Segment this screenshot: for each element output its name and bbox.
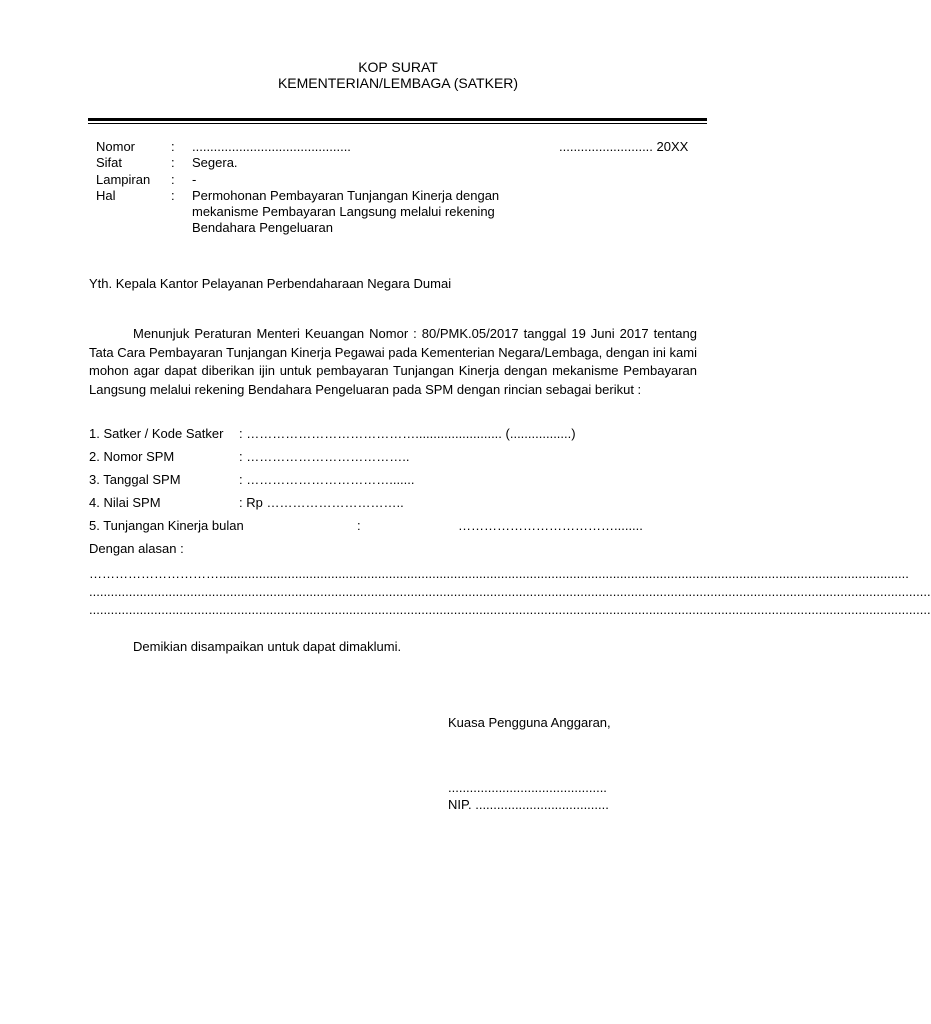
- body-paragraph: [89, 325, 697, 399]
- nomor-value: ............................................: [192, 139, 351, 154]
- hal-line-3: Bendahara Pengeluaran: [192, 220, 333, 235]
- body-paragraph-text: Menunjuk Peraturan Menteri Keuangan Nomor : 80/PMK.05/2017 tanggal 19 Juni 2017 tentang Tata Cara Pembayaran Tunjangan Kinerja Pegawai pada Kementerian Negara/Lembaga, dengan ini kami mohon agar dapat diberikan ijin untuk pembayaran Tunjangan Kinerja dengan mekanisme Pembayaran Langsung melalui rekening Bendahara Pengeluaran pada SPM dengan rincian sebagai berikut :: [89, 326, 697, 397]
- lampiran-value: -: [192, 172, 197, 187]
- lampiran-colon: :: [171, 172, 175, 187]
- item-4-label: 4. Nilai SPM: [89, 495, 161, 510]
- nomor-colon: :: [171, 139, 175, 154]
- hal-colon: :: [171, 188, 175, 203]
- item-2-label: 2. Nomor SPM: [89, 449, 175, 464]
- hal-line-2: mekanisme Pembayaran Langsung melalui rekening: [192, 204, 495, 219]
- sifat-colon: :: [171, 155, 175, 170]
- item-4-value: : Rp …………………………..: [239, 495, 404, 510]
- item-1-label: 1. Satker / Kode Satker: [89, 426, 224, 441]
- item-3-label: 3. Tanggal SPM: [89, 472, 181, 487]
- hal-label: Hal: [96, 188, 116, 203]
- sifat-label: Sifat: [96, 155, 123, 170]
- item-5-value: ………………………………........: [458, 518, 643, 533]
- letterhead-rule-thick: [88, 118, 707, 121]
- item-1-value: : …………………………………........................ (.................): [239, 426, 576, 441]
- item-5-colon: :: [357, 518, 361, 533]
- hal-line-1: Permohonan Pembayaran Tunjangan Kinerja dengan: [192, 188, 500, 203]
- reason-line-2: .........................................................................................................................................................................................................................................: [89, 584, 931, 599]
- sifat-value: Segera.: [192, 155, 238, 170]
- letterhead-line-2: KEMENTERIAN/LEMBAGA (SATKER): [277, 75, 519, 91]
- item-2-value: : ………………………………..: [239, 449, 410, 464]
- signature-name-line: ............................................: [448, 780, 607, 795]
- reason-label: Dengan alasan :: [89, 541, 184, 556]
- letter-date: .......................... 20XX: [559, 139, 689, 154]
- reason-line-1: …………………………...............................................................................................................................................................................................: [89, 566, 909, 581]
- letterhead-rule-thin: [88, 123, 707, 124]
- nomor-label: Nomor: [96, 139, 136, 154]
- item-5-label: 5. Tunjangan Kinerja bulan: [89, 518, 244, 533]
- signature-nip: NIP. .....................................: [448, 797, 609, 812]
- letterhead-line-1: KOP SURAT: [358, 59, 438, 75]
- reason-line-3: .........................................................................................................................................................................................................................................: [89, 602, 931, 617]
- lampiran-label: Lampiran: [96, 172, 151, 187]
- signature-title: Kuasa Pengguna Anggaran,: [448, 715, 611, 730]
- addressee: Yth. Kepala Kantor Pelayanan Perbendaharaan Negara Dumai: [89, 276, 452, 291]
- closing-text: Demikian disampaikan untuk dapat dimaklumi.: [133, 639, 402, 654]
- item-3-value: : …………………………….......: [239, 472, 415, 487]
